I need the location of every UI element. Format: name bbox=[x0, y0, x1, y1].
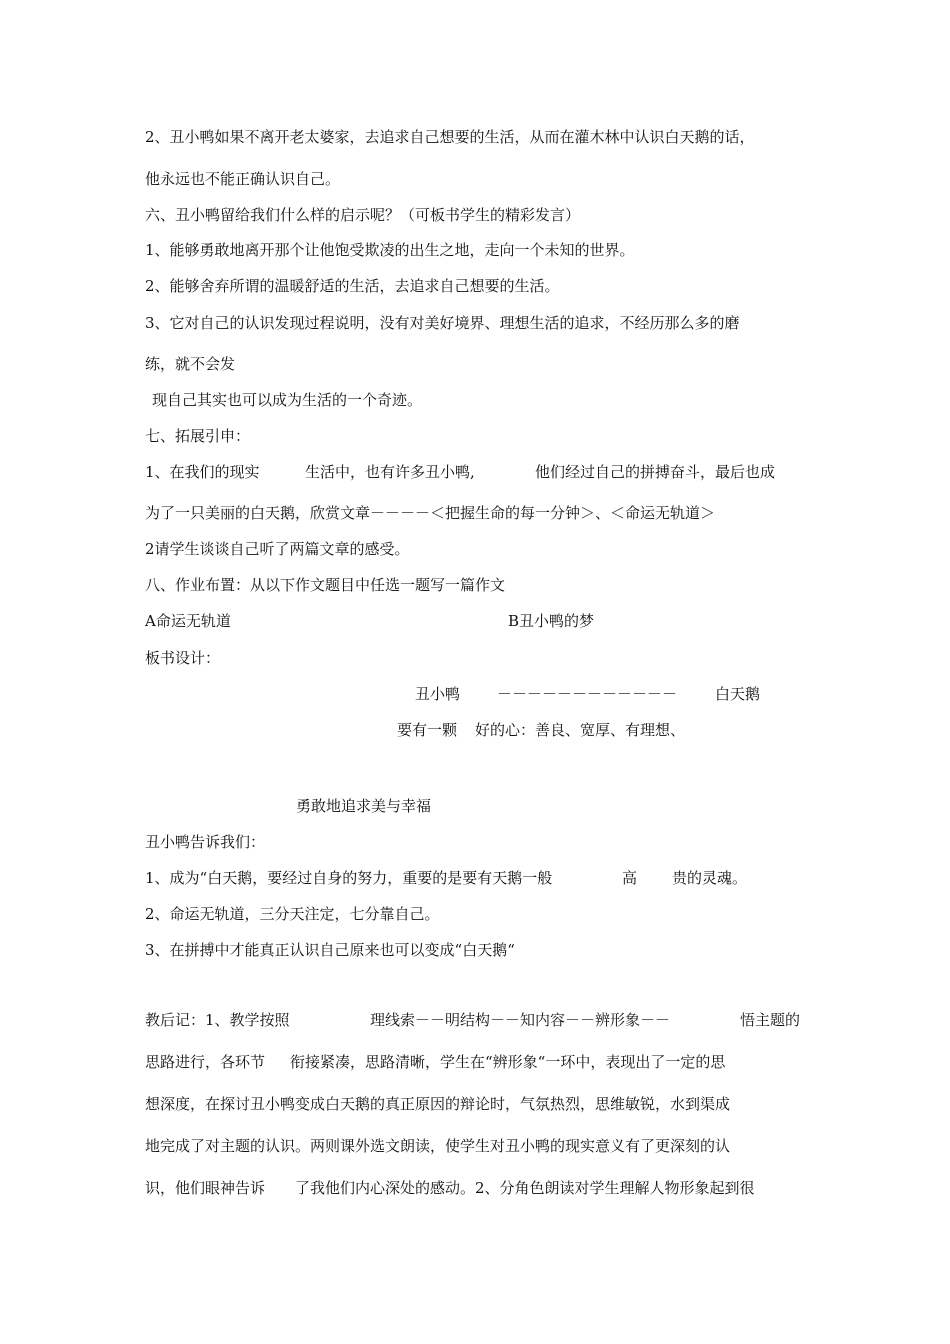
board-dashes: －－－－－－－－－－－－ bbox=[497, 685, 678, 703]
list-item-text: 贵的灵魂。 bbox=[672, 869, 748, 887]
board-label: 白天鹅 bbox=[715, 685, 761, 703]
board-label: 丑小鸭 bbox=[415, 685, 461, 703]
paragraph-line: 了我他们内心深处的感动。2、分角色朗读对学生理解人物形象起到很 bbox=[295, 1179, 755, 1197]
board-text: 好的心：善良、宽厚、有理想、 bbox=[475, 721, 686, 739]
paragraph-line: 思路进行，各环节 bbox=[145, 1053, 266, 1071]
paragraph-line: 2、丑小鸭如果不离开老太婆家，去追求自己想要的生活，从而在灌木林中认识白天鹅的话， bbox=[145, 128, 755, 146]
list-item-text: 生活中，也有许多丑小鸭, bbox=[305, 463, 475, 481]
paragraph-line: 练，就不会发 bbox=[145, 355, 236, 373]
list-item: 1、在我们的现实 bbox=[145, 463, 260, 481]
section-heading: 板书设计： bbox=[145, 649, 221, 667]
paragraph-line: 现自己其实也可以成为生活的一个奇迹。 bbox=[152, 391, 423, 409]
list-item: 1、成为“白天鹅，要经过自身的努力，重要的是要有天鹅一般 bbox=[145, 869, 553, 887]
paragraph-line: 理线索－－明结构－－知内容－－辨形象－－ bbox=[370, 1011, 671, 1029]
list-item-text: 他们经过自己的拼搏奋斗，最后也成 bbox=[535, 463, 776, 481]
paragraph-line: 他永远也不能正确认识自己。 bbox=[145, 170, 341, 188]
section-heading: 七、拓展引申： bbox=[145, 427, 251, 445]
paragraph-line: 教后记：1、教学按照 bbox=[145, 1011, 290, 1029]
paragraph-line: 悟主题的 bbox=[740, 1011, 801, 1029]
list-item: 2、命运无轨道，三分天注定，七分靠自己。 bbox=[145, 905, 440, 923]
paragraph-line: 为了一只美丽的白天鹅，欣赏文章－－－－＜把握生命的每一分钟＞、＜命运无轨道＞ bbox=[145, 504, 716, 522]
list-item: 3、它对自己的认识发现过程说明，没有对美好境界、理想生活的追求，不经历那么多的磨 bbox=[145, 314, 740, 332]
section-heading: 六、丑小鸭留给我们什么样的启示呢？（可板书学生的精彩发言） bbox=[145, 206, 581, 224]
section-heading: 八、作业布置：从以下作文题目中任选一题写一篇作文 bbox=[145, 576, 506, 594]
list-item: 2、能够舍弃所谓的温暖舒适的生活，去追求自己想要的生活。 bbox=[145, 277, 560, 295]
paragraph-line: 地完成了对主题的认识。两则课外选文朗读，使学生对丑小鸭的现实意义有了更深刻的认 bbox=[145, 1137, 731, 1155]
section-heading: 丑小鸭告诉我们： bbox=[145, 833, 266, 851]
paragraph-line: 识，他们眼神告诉 bbox=[145, 1179, 266, 1197]
essay-option-a: A命运无轨道 bbox=[145, 612, 231, 630]
paragraph-line: 衔接紧凑，思路清晰，学生在“辨形象“一环中，表现出了一定的思 bbox=[290, 1053, 726, 1071]
paragraph-line: 想深度，在探讨丑小鸭变成白天鹅的真正原因的辩论时，气氛热烈，思维敏锐，水到渠成 bbox=[145, 1095, 731, 1113]
list-item: 1、能够勇敢地离开那个让他饱受欺凌的出生之地，走向一个未知的世界。 bbox=[145, 241, 635, 259]
board-text: 勇敢地追求美与幸福 bbox=[296, 797, 432, 815]
list-item: 3、在拼搏中才能真正认识自己原来也可以变成“白天鹅“ bbox=[145, 941, 515, 959]
list-item: 2请学生谈谈自己听了两篇文章的感受。 bbox=[145, 540, 410, 558]
list-item-text: 高 bbox=[622, 869, 638, 887]
board-text: 要有一颗 bbox=[397, 721, 458, 739]
essay-option-b: B丑小鸭的梦 bbox=[508, 612, 595, 630]
